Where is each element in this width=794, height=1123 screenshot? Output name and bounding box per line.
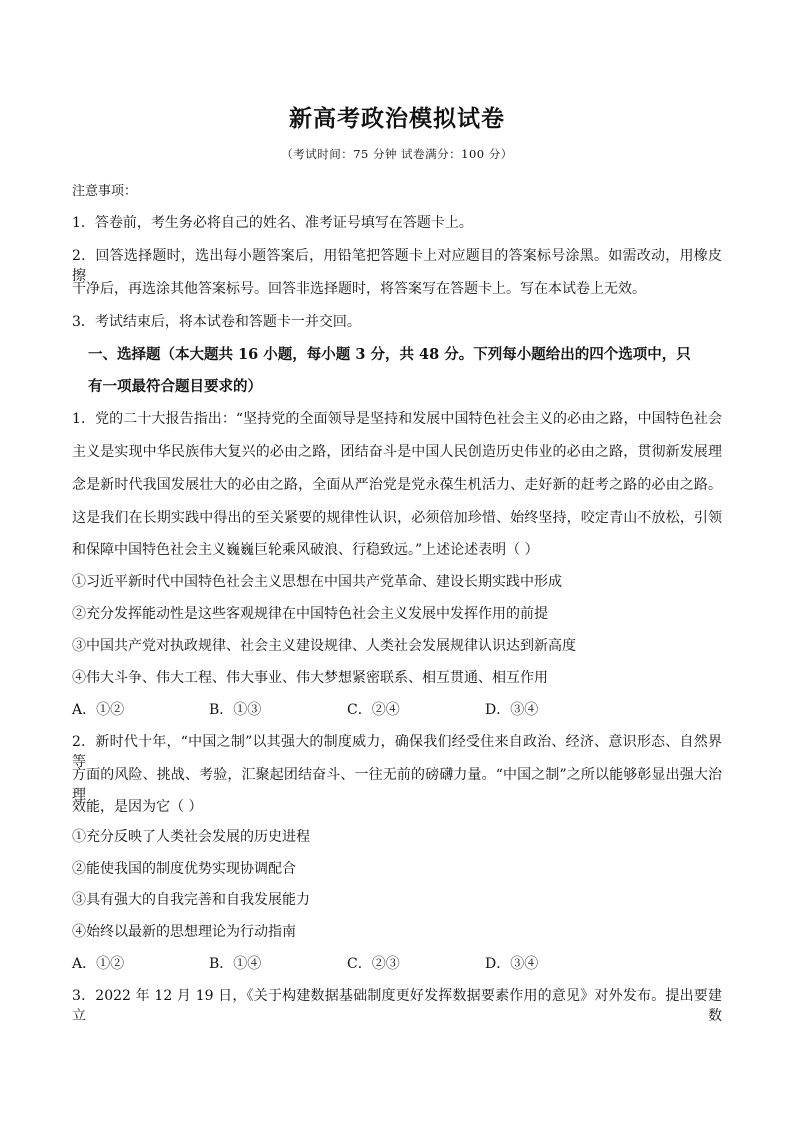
- notice-item: 2．回答选择题时，选出每小题答案后，用铅笔把答题卡上对应题目的答案标号涂黑。如需改动，用橡皮擦: [72, 248, 722, 284]
- notice-item: 干净后，再选涂其他答案标号。回答非选择题时，将答案写在答题卡上。写在本试卷上无效。: [72, 281, 646, 297]
- statement: ①习近平新时代中国特色社会主义思想在中国共产党革命、建设长期实践中形成: [72, 574, 562, 590]
- question-stem: 3．2022 年 12 月 19 日，《关于构建数据基础制度更好发挥数据要素作用的意见》对外发布。提出要建立数: [72, 988, 722, 1024]
- question-stem: 主义是实现中华民族伟大复兴的必由之路，团结奋斗是中国人民创造历史伟业的必由之路，贯彻新发展理: [72, 444, 722, 460]
- option-c[interactable]: C．②④: [347, 702, 400, 718]
- statement: ④始终以最新的思想理论为行动指南: [72, 924, 296, 940]
- question-stem: 这是我们在长期实践中得出的至关紧要的规律性认识，必须倍加珍惜、始终坚持，咬定青山不放松，引领: [72, 510, 722, 526]
- question-stem: 和保障中国特色社会主义巍巍巨轮乘风破浪、行稳致远。”上述论述表明（ ）: [72, 542, 539, 558]
- page-title: 新高考政治模拟试卷: [289, 106, 505, 132]
- statement: ④伟大斗争、伟大工程、伟大事业、伟大梦想紧密联系、相互贯通、相互作用: [72, 670, 548, 686]
- option-d[interactable]: D．③④: [485, 956, 539, 972]
- question-stem: 效能，是因为它（ ）: [72, 799, 203, 815]
- option-a[interactable]: A．①②: [72, 956, 125, 972]
- exam-info: （考试时间：75 分钟 试卷满分：100 分）: [281, 147, 513, 161]
- question-stem: 2．新时代十年，“中国之制”以其强大的制度威力，确保我们经受住来自政治、经济、意识形态、自然界等: [72, 734, 722, 770]
- option-a[interactable]: A．①②: [72, 702, 125, 718]
- option-b[interactable]: B．①③: [209, 702, 262, 718]
- notice-heading: 注意事项：: [72, 184, 138, 199]
- statement: ①充分反映了人类社会发展的历史进程: [72, 829, 310, 845]
- section-heading: 一、选择题（本大题共 16 小题，每小题 3 分，共 48 分。下列每小题给出的四个选项中，只: [88, 346, 691, 363]
- question-stem: 念是新时代我国发展壮大的必由之路，全面从严治党是党永葆生机活力、走好新的赶考之路的必由之路。: [72, 477, 722, 493]
- statement: ③中国共产党对执政规律、社会主义建设规律、人类社会发展规律认识达到新高度: [72, 638, 576, 654]
- option-b[interactable]: B．①④: [209, 956, 262, 972]
- question-stem: 1．党的二十大报告指出：“坚持党的全面领导是坚持和发展中国特色社会主义的必由之路，中国特色社会: [72, 411, 722, 427]
- statement: ③具有强大的自我完善和自我发展能力: [72, 892, 310, 908]
- statement: ②充分发挥能动性是这些客观规律在中国特色社会主义发展中发挥作用的前提: [72, 606, 548, 622]
- option-d[interactable]: D．③④: [485, 702, 539, 718]
- question-stem: 方面的风险、挑战、考验，汇聚起团结奋斗、一往无前的磅礴力量。“中国之制”之所以能够彰显出强大治理: [72, 767, 722, 803]
- statement: ②能使我国的制度优势实现协调配合: [72, 861, 296, 877]
- notice-item: 1．答卷前，考生务必将自己的姓名、准考证号填写在答题卡上。: [72, 215, 473, 231]
- section-heading-cont: 有一项最符合题目要求的）: [88, 378, 262, 395]
- notice-item: 3．考试结束后，将本试卷和答题卡一并交回。: [72, 314, 361, 330]
- option-c[interactable]: C．②③: [347, 956, 400, 972]
